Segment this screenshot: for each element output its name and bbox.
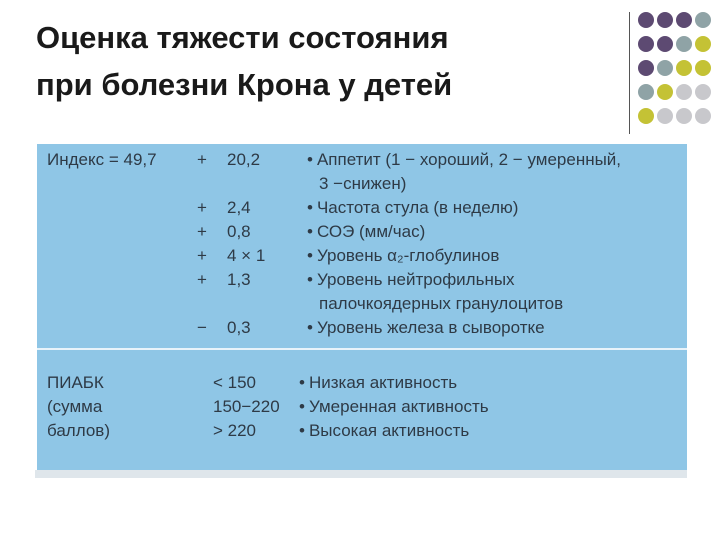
decorative-dot bbox=[638, 36, 654, 52]
row-6-sign: − bbox=[197, 318, 207, 337]
decorative-dot bbox=[638, 108, 654, 124]
row-6-desc bbox=[307, 317, 545, 339]
activity-label-high-text: Высокая активность bbox=[308, 421, 470, 440]
row-5-coef: 1,3 bbox=[227, 270, 251, 289]
row-3-coef: 0,8 bbox=[227, 222, 251, 241]
decorative-dot-grid bbox=[636, 10, 714, 136]
row-4-sign: + bbox=[197, 246, 207, 265]
activity-range-moderate: 150−220 bbox=[213, 397, 280, 416]
activity-label-moderate bbox=[299, 396, 489, 418]
decorative-dot bbox=[676, 84, 692, 100]
decorative-dot bbox=[695, 84, 711, 100]
activity-label-low-text: Низкая активность bbox=[308, 373, 458, 392]
row-3-desc bbox=[307, 221, 425, 243]
row-1-coef: 20,2 bbox=[227, 150, 261, 169]
row-1-sign: + bbox=[197, 150, 207, 169]
row-5-sign: + bbox=[197, 270, 207, 289]
row-5-desc bbox=[307, 269, 515, 291]
row-4-desc bbox=[307, 245, 499, 267]
activity-range-low: < 150 bbox=[213, 373, 257, 392]
decorative-dot bbox=[676, 12, 692, 28]
decorative-dot bbox=[676, 36, 692, 52]
activity-range-high: > 220 bbox=[213, 421, 257, 440]
piabk-label-line-3: баллов) bbox=[47, 421, 110, 440]
row-1-desc-cont: 3 −снижен) bbox=[319, 174, 407, 193]
decorative-dot bbox=[638, 84, 654, 100]
decorative-dot bbox=[638, 12, 654, 28]
piabk-label-line-1: ПИАБК bbox=[47, 373, 104, 392]
decorative-dot bbox=[657, 84, 673, 100]
row-2-desc-text: Частота стула (в неделю) bbox=[316, 198, 519, 217]
decorative-dot bbox=[657, 60, 673, 76]
row-6-coef: 0,3 bbox=[227, 318, 251, 337]
row-4-desc-text: Уровень α₂-глобулинов bbox=[316, 246, 500, 265]
decorative-dot bbox=[676, 60, 692, 76]
table-bottom-edge bbox=[35, 470, 687, 478]
row-3-desc-text: СОЭ (мм/час) bbox=[316, 222, 426, 241]
row-2-coef: 2,4 bbox=[227, 198, 251, 217]
activity-label-moderate-text: Умеренная активность bbox=[308, 397, 489, 416]
decorative-dot bbox=[695, 60, 711, 76]
slide-title-line-2: при болезни Крона у детей bbox=[36, 67, 453, 102]
decorative-dot bbox=[695, 12, 711, 28]
decorative-dot bbox=[676, 108, 692, 124]
row-5-desc-cont: палочкоядерных гранулоцитов bbox=[319, 294, 564, 313]
decorative-dot bbox=[657, 12, 673, 28]
decorative-dot bbox=[657, 36, 673, 52]
decorative-dot bbox=[695, 36, 711, 52]
activity-label-low bbox=[299, 372, 457, 394]
decorative-dot bbox=[638, 60, 654, 76]
row-4-coef: 4 × 1 bbox=[227, 246, 266, 265]
row-1-desc bbox=[307, 149, 621, 171]
row-2-sign: + bbox=[197, 198, 207, 217]
activity-label-high bbox=[299, 420, 469, 442]
row-6-desc-text: Уровень железа в сыворотке bbox=[316, 318, 545, 337]
table-divider bbox=[37, 348, 687, 350]
slide-title-line-1: Оценка тяжести состояния bbox=[36, 20, 449, 55]
title-divider-line bbox=[629, 12, 630, 134]
crohn-index-table bbox=[37, 144, 687, 474]
decorative-dot bbox=[657, 108, 673, 124]
row-3-sign: + bbox=[197, 222, 207, 241]
piabk-label-line-2: (сумма bbox=[47, 397, 103, 416]
index-label: Индекс = 49,7 bbox=[47, 150, 157, 169]
decorative-dot bbox=[695, 108, 711, 124]
row-2-desc bbox=[307, 197, 518, 219]
slide-title bbox=[36, 14, 596, 108]
row-1-desc-text: Аппетит (1 − хороший, 2 − умеренный, bbox=[316, 150, 622, 169]
row-5-desc-text: Уровень нейтрофильных bbox=[316, 270, 515, 289]
